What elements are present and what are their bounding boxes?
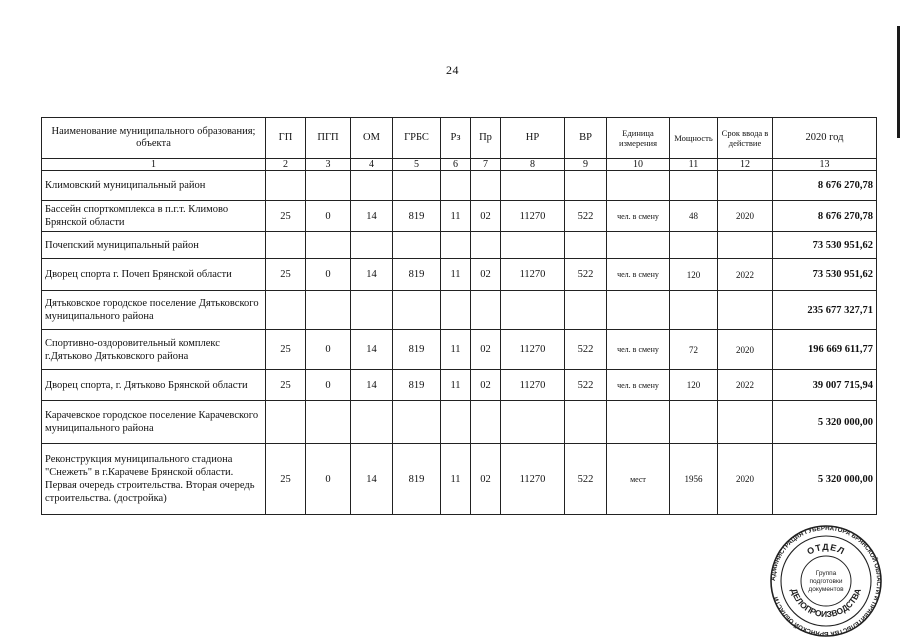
cell-rz: 11 — [441, 201, 471, 232]
cell-vr: 522 — [565, 444, 607, 515]
cell-om: 14 — [351, 370, 393, 401]
cell-vr: 522 — [565, 201, 607, 232]
cell-pr: 02 — [471, 444, 501, 515]
cell-term — [718, 232, 773, 259]
cell-term: 2022 — [718, 370, 773, 401]
table-body — [42, 171, 877, 515]
cell-capacity: 120 — [670, 370, 718, 401]
cell-capacity: 1956 — [670, 444, 718, 515]
column-number: 13 — [773, 159, 877, 171]
scan-edge-mark — [897, 26, 900, 138]
cell-rz — [441, 232, 471, 259]
column-number: 2 — [266, 159, 306, 171]
cell-nr — [501, 291, 565, 330]
cell-grbs: 819 — [393, 444, 441, 515]
cell-om: 14 — [351, 330, 393, 370]
table-row — [42, 291, 877, 330]
cell-nr: 11270 — [501, 330, 565, 370]
stamp-ring-text: АДМИНИСТРАЦИЯ ГУБЕРНАТОРА БРЯНСКОЙ ОБЛАСТИ И ПРАВИТЕЛЬСТВА БРЯНСКОЙ ОБЛАСТИ — [769, 525, 883, 637]
cell-unit: чел. в смену — [607, 259, 670, 291]
cell-capacity — [670, 171, 718, 201]
column-number: 1 — [42, 159, 266, 171]
cell-nr — [501, 232, 565, 259]
cell-rz: 11 — [441, 444, 471, 515]
stamp-arc-bottom: ДЕЛОПРОИЗВОДСТВА — [789, 587, 863, 620]
table-row — [42, 444, 877, 515]
table-row — [42, 201, 877, 232]
cell-nr: 11270 — [501, 201, 565, 232]
cell-unit — [607, 401, 670, 444]
cell-grbs: 819 — [393, 201, 441, 232]
budget-table — [41, 117, 877, 515]
cell-unit: чел. в смену — [607, 370, 670, 401]
cell-pr: 02 — [471, 330, 501, 370]
cell-term: 2022 — [718, 259, 773, 291]
office-stamp — [763, 525, 889, 637]
cell-rz: 11 — [441, 330, 471, 370]
cell-capacity: 72 — [670, 330, 718, 370]
cell-name: Дятьковское городское поселение Дятьковского муниципального района — [42, 291, 266, 330]
cell-term: 2020 — [718, 330, 773, 370]
cell-pgp — [306, 171, 351, 201]
cell-rz — [441, 171, 471, 201]
cell-name: Карачевское городское поселение Карачевского муниципального района — [42, 401, 266, 444]
cell-amount-2020: 73 530 951,62 — [773, 259, 877, 291]
cell-rz — [441, 401, 471, 444]
cell-pgp: 0 — [306, 444, 351, 515]
cell-name: Бассейн спорткомплекса в п.г.т. Климово Брянской области — [42, 201, 266, 232]
page-number: 24 — [446, 63, 459, 77]
cell-pgp — [306, 291, 351, 330]
cell-unit: чел. в смену — [607, 330, 670, 370]
cell-vr — [565, 232, 607, 259]
column-number: 9 — [565, 159, 607, 171]
cell-vr — [565, 291, 607, 330]
cell-om — [351, 171, 393, 201]
header-term: Срок ввода в действие — [718, 118, 773, 159]
cell-term — [718, 171, 773, 201]
cell-om — [351, 291, 393, 330]
cell-amount-2020: 8 676 270,78 — [773, 201, 877, 232]
header-pr: Пр — [471, 118, 501, 159]
cell-grbs — [393, 171, 441, 201]
cell-capacity: 120 — [670, 259, 718, 291]
cell-name: Спортивно-оздоровительный комплекс г.Дятьково Дятьковского района — [42, 330, 266, 370]
column-number: 6 — [441, 159, 471, 171]
cell-vr: 522 — [565, 330, 607, 370]
table-row — [42, 401, 877, 444]
cell-vr — [565, 401, 607, 444]
cell-unit — [607, 171, 670, 201]
cell-grbs: 819 — [393, 370, 441, 401]
cell-pr: 02 — [471, 259, 501, 291]
cell-om: 14 — [351, 259, 393, 291]
column-number: 7 — [471, 159, 501, 171]
column-number: 12 — [718, 159, 773, 171]
cell-gp: 25 — [266, 444, 306, 515]
header-rz: Рз — [441, 118, 471, 159]
column-number-row — [42, 159, 877, 171]
header-nr: НР — [501, 118, 565, 159]
table-row — [42, 171, 877, 201]
cell-rz: 11 — [441, 370, 471, 401]
cell-vr: 522 — [565, 259, 607, 291]
stamp-center-line: Группа — [815, 570, 837, 577]
cell-pr — [471, 401, 501, 444]
cell-om — [351, 401, 393, 444]
cell-unit: чел. в смену — [607, 201, 670, 232]
header-capacity: Мощность — [670, 118, 718, 159]
stamp-arc-top: ОТДЕЛ — [805, 541, 847, 557]
cell-gp: 25 — [266, 201, 306, 232]
cell-amount-2020: 5 320 000,00 — [773, 444, 877, 515]
cell-name: Дворец спорта, г. Дятьково Брянской области — [42, 370, 266, 401]
cell-gp — [266, 171, 306, 201]
cell-pr — [471, 232, 501, 259]
cell-nr — [501, 171, 565, 201]
column-number: 4 — [351, 159, 393, 171]
cell-vr — [565, 171, 607, 201]
cell-om: 14 — [351, 201, 393, 232]
table-row — [42, 330, 877, 370]
cell-pgp — [306, 232, 351, 259]
header-gp: ГП — [266, 118, 306, 159]
cell-unit: мест — [607, 444, 670, 515]
cell-term — [718, 291, 773, 330]
cell-vr: 522 — [565, 370, 607, 401]
header-vr: ВР — [565, 118, 607, 159]
header-unit: Единица измерения — [607, 118, 670, 159]
cell-name: Дворец спорта г. Почеп Брянской области — [42, 259, 266, 291]
cell-pgp — [306, 401, 351, 444]
cell-gp: 25 — [266, 259, 306, 291]
header-year-2020: 2020 год — [773, 118, 877, 159]
cell-name: Климовский муниципальный район — [42, 171, 266, 201]
stamp-center-line: документов — [808, 586, 844, 593]
column-number: 5 — [393, 159, 441, 171]
cell-capacity — [670, 291, 718, 330]
cell-pr: 02 — [471, 201, 501, 232]
cell-pgp: 0 — [306, 201, 351, 232]
header-row — [42, 118, 877, 159]
cell-grbs — [393, 232, 441, 259]
cell-rz: 11 — [441, 259, 471, 291]
cell-amount-2020: 8 676 270,78 — [773, 171, 877, 201]
cell-pr: 02 — [471, 370, 501, 401]
stamp-center-line: подготовки — [809, 578, 843, 585]
cell-amount-2020: 196 669 611,77 — [773, 330, 877, 370]
header-grbs: ГРБС — [393, 118, 441, 159]
column-number: 3 — [306, 159, 351, 171]
cell-gp: 25 — [266, 370, 306, 401]
cell-grbs: 819 — [393, 330, 441, 370]
cell-om — [351, 232, 393, 259]
cell-unit — [607, 232, 670, 259]
cell-gp — [266, 401, 306, 444]
cell-grbs — [393, 401, 441, 444]
cell-nr — [501, 401, 565, 444]
cell-term: 2020 — [718, 201, 773, 232]
cell-pgp: 0 — [306, 370, 351, 401]
cell-grbs — [393, 291, 441, 330]
header-pgp: ПГП — [306, 118, 351, 159]
cell-pgp: 0 — [306, 330, 351, 370]
cell-gp: 25 — [266, 330, 306, 370]
cell-name: Реконструкция муниципального стадиона "Снежеть" в г.Карачеве Брянской области. Первая очередь строительства. Вторая очередь строительства. (достройка) — [42, 444, 266, 515]
cell-term — [718, 401, 773, 444]
cell-gp — [266, 232, 306, 259]
cell-nr: 11270 — [501, 370, 565, 401]
cell-capacity: 48 — [670, 201, 718, 232]
table-row — [42, 232, 877, 259]
cell-pgp: 0 — [306, 259, 351, 291]
cell-capacity — [670, 401, 718, 444]
cell-rz — [441, 291, 471, 330]
cell-unit — [607, 291, 670, 330]
cell-amount-2020: 235 677 327,71 — [773, 291, 877, 330]
column-number: 8 — [501, 159, 565, 171]
column-number: 10 — [607, 159, 670, 171]
cell-amount-2020: 73 530 951,62 — [773, 232, 877, 259]
cell-name: Почепский муниципальный район — [42, 232, 266, 259]
column-number: 11 — [670, 159, 718, 171]
cell-amount-2020: 39 007 715,94 — [773, 370, 877, 401]
cell-nr: 11270 — [501, 259, 565, 291]
header-name: Наименование муниципального образования; объекта — [42, 118, 266, 159]
cell-pr — [471, 171, 501, 201]
cell-term: 2020 — [718, 444, 773, 515]
cell-nr: 11270 — [501, 444, 565, 515]
table-row — [42, 370, 877, 401]
cell-grbs: 819 — [393, 259, 441, 291]
cell-pr — [471, 291, 501, 330]
cell-gp — [266, 291, 306, 330]
table-row — [42, 259, 877, 291]
cell-amount-2020: 5 320 000,00 — [773, 401, 877, 444]
header-om: ОМ — [351, 118, 393, 159]
cell-om: 14 — [351, 444, 393, 515]
cell-capacity — [670, 232, 718, 259]
